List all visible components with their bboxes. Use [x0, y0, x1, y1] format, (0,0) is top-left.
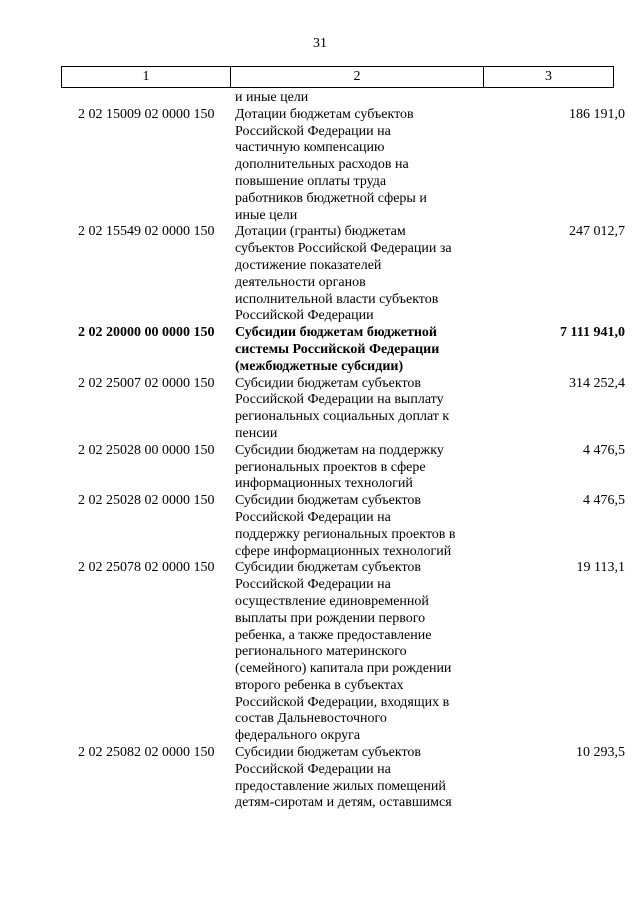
table-row	[0, 443, 640, 493]
budget-code: 2 02 20000 00 0000 150	[78, 325, 215, 341]
table-row	[0, 325, 640, 375]
row-description: Субсидии бюджетам субъектов Российской Федерации на поддержку региональных проектов в сфере информационных технологий	[235, 493, 456, 559]
row-description: Дотации (гранты) бюджетам субъектов Российской Федерации за достижение показателей деятельности органов исполнительной власти субъектов Российской Федерации	[235, 224, 452, 324]
row-description: и иные цели	[235, 90, 309, 105]
budget-code: 2 02 25082 02 0000 150	[78, 745, 215, 761]
row-description: Дотации бюджетам субъектов Российской Федерации на частичную компенсацию дополнительных расходов на повышение оплаты труда работников бюджетной сферы и иные цели	[235, 106, 427, 223]
budget-code: 2 02 25078 02 0000 150	[78, 560, 215, 576]
row-amount: 19 113,1	[576, 560, 625, 576]
row-code-cell	[0, 376, 230, 443]
header-col-1: 1	[62, 67, 231, 87]
row-code-cell	[0, 224, 230, 325]
table-row	[0, 107, 640, 225]
budget-code: 2 02 15549 02 0000 150	[78, 224, 215, 240]
table-row	[0, 376, 640, 443]
row-amount: 314 252,4	[569, 375, 625, 391]
table-body	[0, 90, 640, 812]
row-amount: 10 293,5	[576, 745, 625, 761]
row-code-cell	[0, 107, 230, 225]
row-code-cell	[0, 443, 230, 493]
table-header	[61, 66, 614, 88]
row-amount: 4 476,5	[583, 493, 625, 509]
table-row	[0, 745, 640, 812]
row-code-cell	[0, 493, 230, 560]
row-amount: 4 476,5	[583, 442, 625, 458]
row-description: Субсидии бюджетам субъектов Российской Федерации на предоставление жилых помещений детям-сиротам и детям, оставшимся	[235, 745, 452, 811]
row-description: Субсидии бюджетам на поддержку региональных проектов в сфере информационных технологий	[235, 442, 444, 492]
page-number: 31	[313, 36, 327, 51]
row-description: Субсидии бюджетам бюджетной системы Российской Федерации (межбюджетные субсидии)	[235, 325, 440, 374]
row-description: Субсидии бюджетам субъектов Российской Федерации на осуществление единовременной выплаты при рождении первого ребенка, а также предоставление регионального материнского (семейного) капитала при рождении второго ребенка в субъектах Российской Федерации, входящих в состав Дальневосточного федерального округа	[235, 560, 452, 744]
budget-code: 2 02 25007 02 0000 150	[78, 375, 215, 391]
row-amount	[480, 90, 625, 107]
row-description: Субсидии бюджетам субъектов Российской Федерации на выплату региональных социальных доплат к пенсии	[235, 375, 450, 441]
header-col-2: 2	[231, 67, 484, 87]
table-row	[0, 493, 640, 560]
budget-code: 2 02 15009 02 0000 150	[78, 106, 215, 122]
budget-code: 2 02 25028 00 0000 150	[78, 442, 215, 458]
row-code-cell	[0, 560, 230, 745]
table-row	[0, 90, 640, 107]
row-code-cell	[0, 325, 230, 375]
table-row	[0, 224, 640, 325]
row-amount: 247 012,7	[569, 224, 625, 240]
row-code-cell	[0, 90, 230, 107]
header-col-3: 3	[545, 69, 552, 84]
row-amount: 7 111 941,0	[560, 325, 625, 341]
row-code-cell	[0, 745, 230, 812]
row-amount: 186 191,0	[569, 106, 625, 122]
budget-code: 2 02 25028 02 0000 150	[78, 493, 215, 509]
table-row	[0, 560, 640, 745]
